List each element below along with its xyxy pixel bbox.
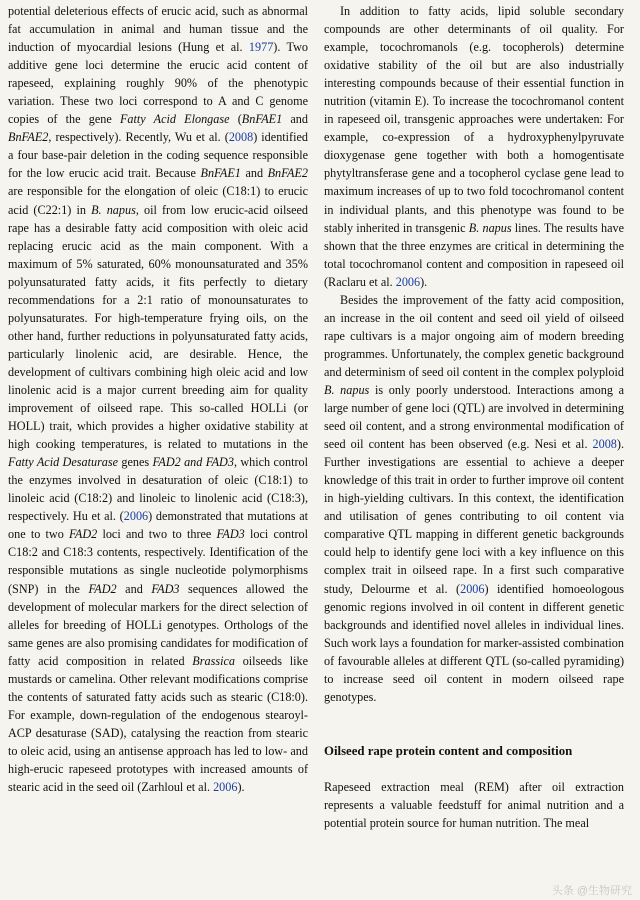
right-paragraph-2: Besides the improvement of the fatty acid composition, an increase in the oil content and seed oil yield of oilseed rape cultivars is a major ongoing aim of modern breeding programmes. Unfortunately, the complex genetic background and determinism of seed oil content in the complex polyploid B. napus is only poorly understood. Interactions among a large number of gene loci (QTL) are involved in determining seed oil content, and a strong environmental modification of seed oil content has been observed (e.g. Nesi et al. 2008). Further investigations are essential to achieve a deeper knowledge of this trait in order to further improve oil content in high-yielding cultivars. In this context, the identification and utilisation of genes contributing to oil content via comparative QTL mapping in different genetic backgrounds could help to identify gene loci with a key influence on this complex trait in oilseed rape. In a first such comparative study, Delourme et al. (2006) identified homoeologous genomic regions involved in oil content in different genetic backgrounds and identified novel alleles in individual lines. Such work lays a foundation for marker-assisted combination of favourable alleles at different QTL (so-called pyramiding) to increase seed oil content in modern oilseed rape genotypes. xyxy=(324,292,624,704)
left-paragraph-1: potential deleterious effects of erucic acid, such as abnormal fat accumulation in animal and human tissue and the induction of myocardial lesions (Hung et al. 1977). Two additive gene loci determine the erucic acid content of rapeseed, explaining roughly 90% of the phenotypic variation. These two loci correspond to A and C genome copies of the gene Fatty Acid Elongase (BnFAE1 and BnFAE2, respectively). Recently, Wu et al. (2008) identified a four base-pair deletion in the coding sequence responsible for the low erucic acid trait. Because BnFAE1 and BnFAE2 are responsible for the elongation of oleic (C18:1) to erucic acid (C22:1) in B. napus, oil from low erucic-acid oilseed rape has a desirable fatty acid composition with oleic acid replacing erucic acid as the main component. With a maximum of 5% saturated, 60% monounsaturated and 35% polyunsaturated fatty acids, it fits perfectly to dietary recommendations for a 2:1 ratio of monounsaturates to polyunsaturates. For high-temperature frying oils, on the other hand, further reductions in polyunsaturated fatty acids, particularly linolenic acid, are desirable. Hence, the development of cultivars combining high oleic acid and low linolenic acid is a major current breeding aim for quality improvement of oilseed rape. This so-called HOLLi (or HOLL) trait, which provides a higher oxidative stability at high cooking temperatures, is related to mutations in the Fatty Acid Desaturase genes FAD2 and FAD3, which control the enzymes involved in desaturation of oleic (C18:1) to linoleic acid (C18:2) and linoleic to linolenic acid (C18:3), respectively. Hu et al. (2006) demonstrated that mutations at one to two FAD2 loci and two to three FAD3 loci control C18:2 and C18:3 contents, respectively. Identification of the responsible mutations as single nucleotide polymorphisms (SNP) in the FAD2 and FAD3 sequences allowed the development of molecular markers for the direct selection of alleles for breeding of HOLLi genotypes. Orthologs of the same genes are also promising candidates for modification of fatty acid composition in related Brassica oilseeds like mustards or camelina. Other relevant modifications comprise the contents of saturated fatty acids such as stearic (C18:0). For example, down-regulation of the endogenous stearoyl-ACP desaturase (SAD), catalysing the reaction from stearic to oleic acid, using an antisense approach has led to low- and high-erucic rapeseed prototypes with increased amounts of stearic acid in the seed oil (Zarhloul et al. 2006). xyxy=(8,4,309,795)
right-paragraph-3: Rapeseed extraction meal (REM) after oil extraction represents a valuable feedstuff for animal nutrition and a potential protein source for human nutrition. The meal xyxy=(324,779,624,830)
left-column xyxy=(8,2,308,900)
watermark: 头条 @生物研究 xyxy=(551,885,632,897)
right-paragraph-1: In addition to fatty acids, lipid soluble secondary compounds are other determinants of oil quality. For example, tocochromanols (e.g. tocopherols) determine oxidative stability of the oil but are also industrially interesting compounds because of their essential function in nutrition (vitamin E). To increase the tocochromanol content in rapeseed oil, transgenic approaches were undertaken: For example, co-expression of a hydroxyphenylpyruvate dioxygenase gene together with both a homogentisate phytyltransferase gene and a tocopherol cyclase gene lead to maximum increases of up to two fold tocochromanol content in individual plants, and this phenotype was found to be stably inherited in transgenic B. napus lines. The results have shown that the three enzymes are critical in determining the total tocochromanol content and composition in rapeseed oil (Raclaru et al. 2006). xyxy=(324,4,624,289)
right-column xyxy=(324,2,624,900)
section-heading: Oilseed rape protein content and composition xyxy=(324,743,573,758)
